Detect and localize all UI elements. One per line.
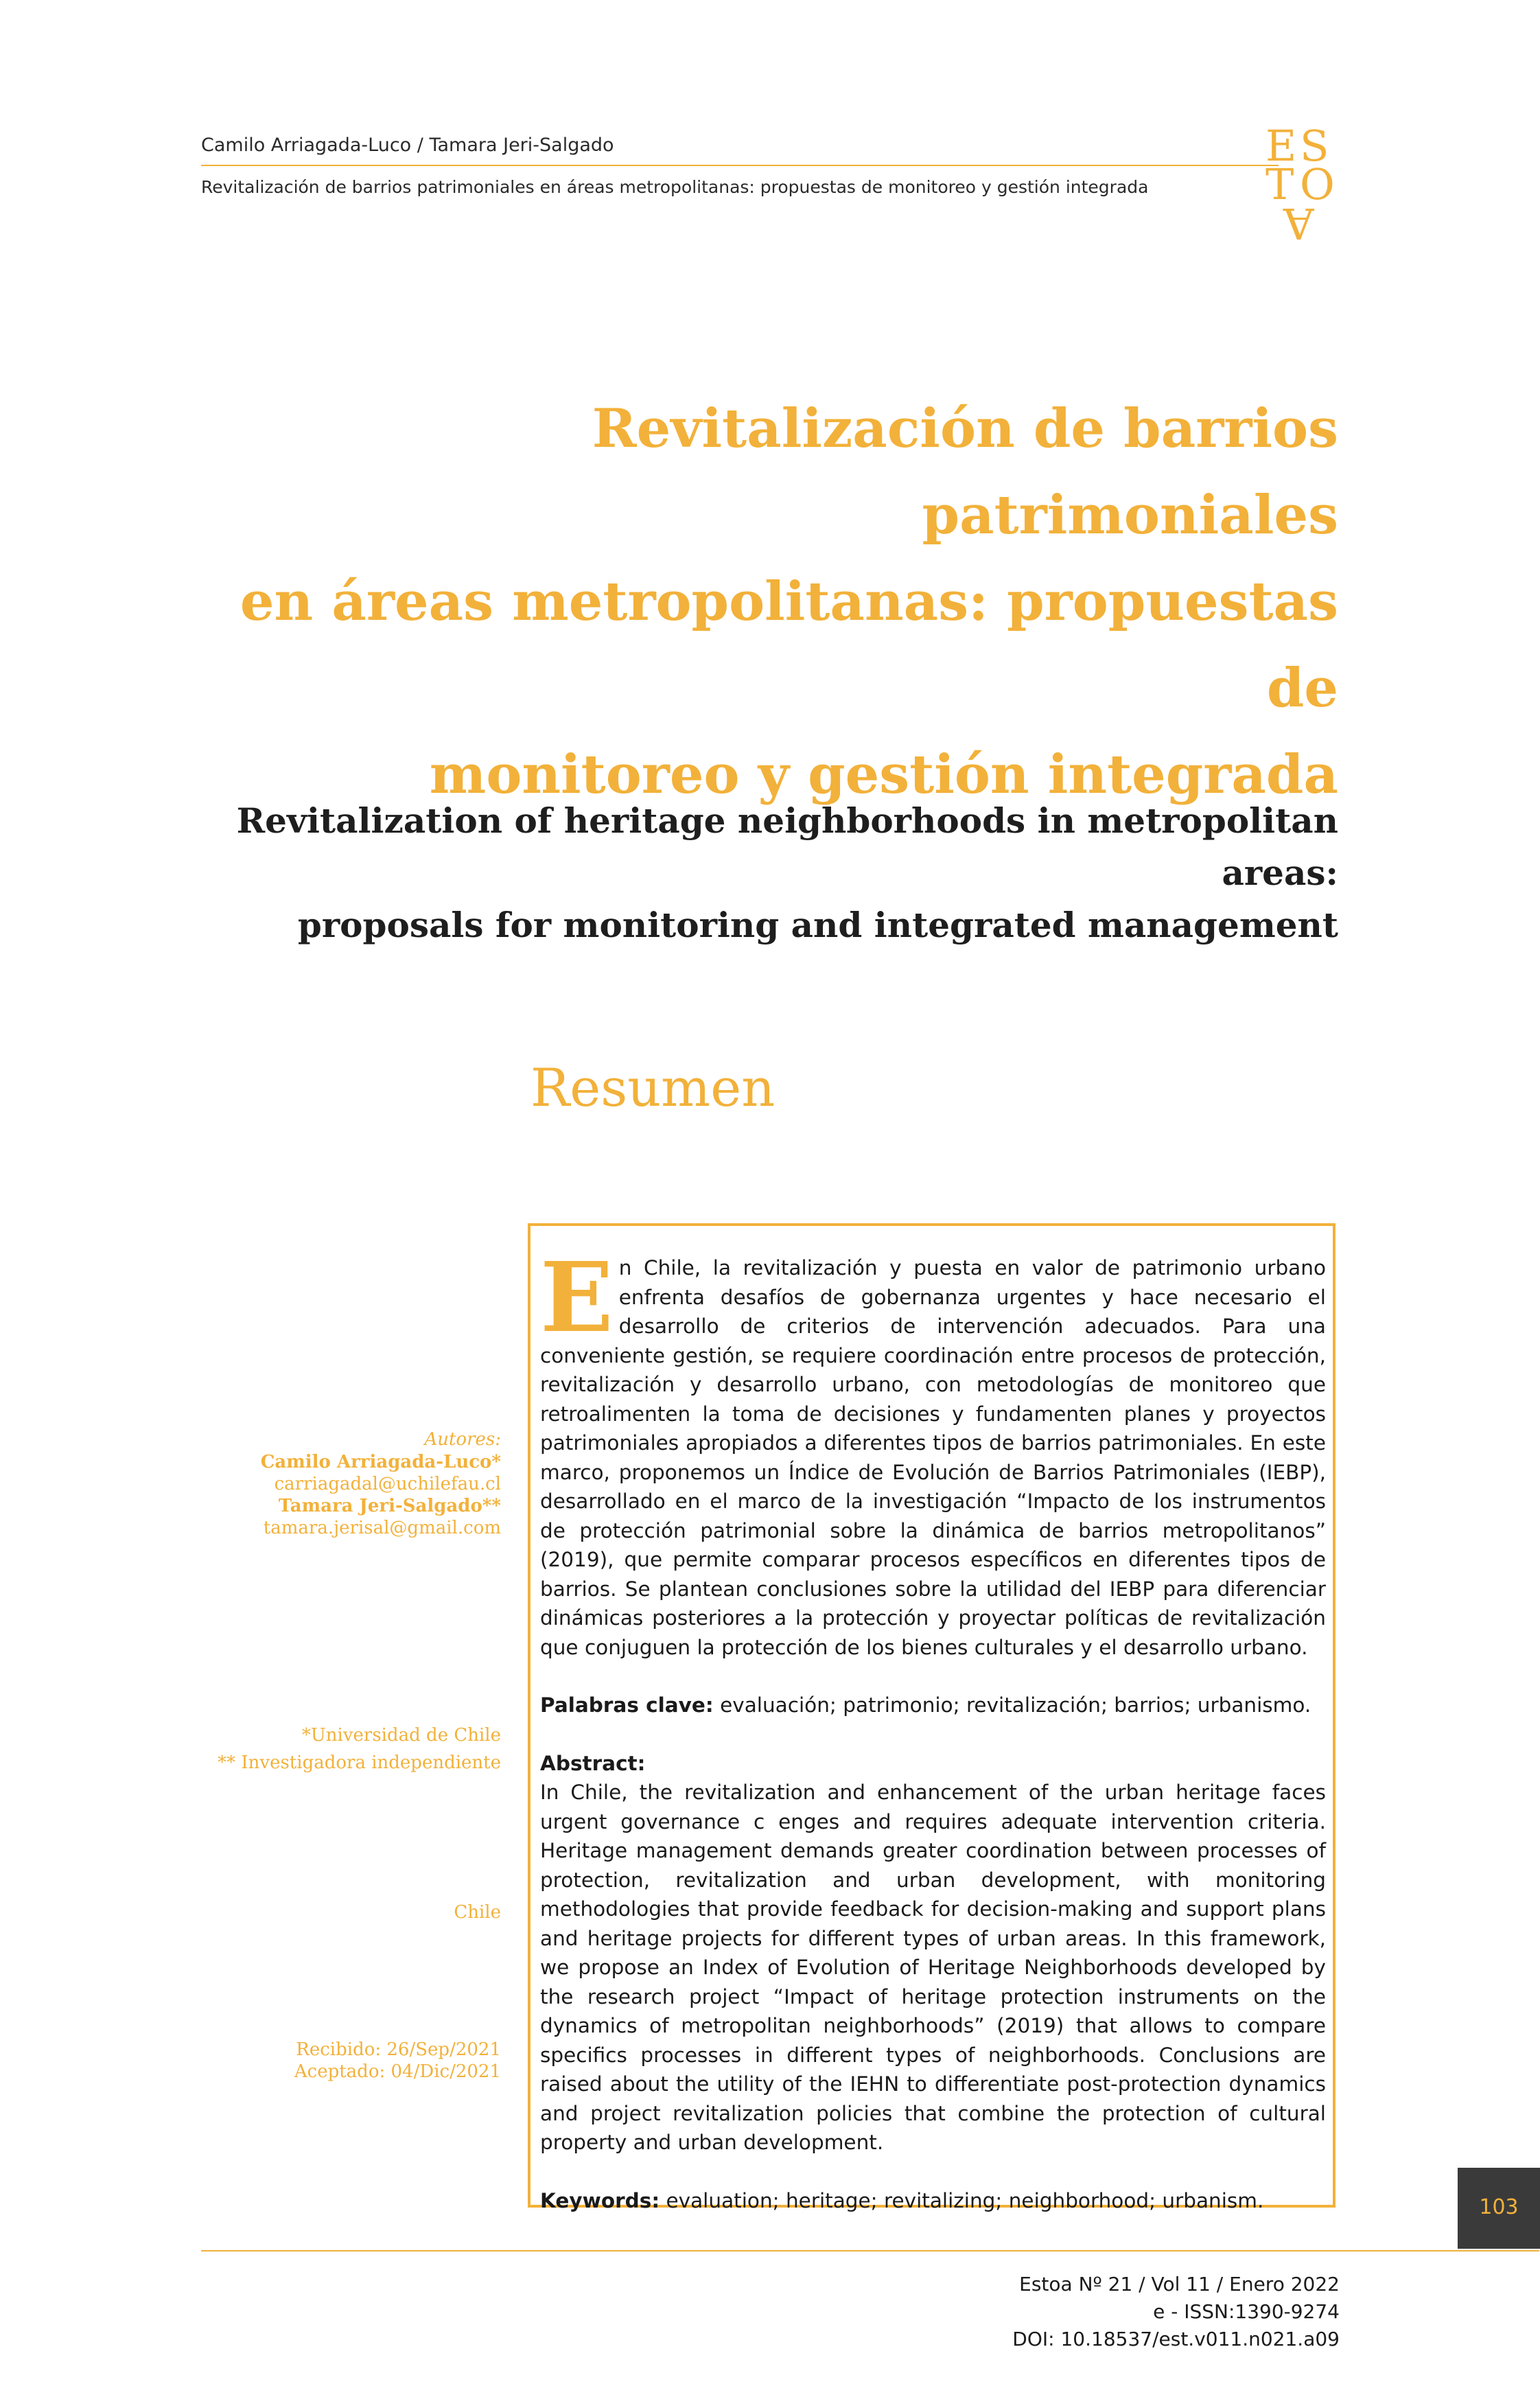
running-header-authors: Camilo Arriagada-Luco / Tamara Jeri-Salgado [201,135,614,156]
author-name: Tamara Jeri-Salgado** [278,1496,501,1516]
footer-doi[interactable]: DOI: 10.18537/est.v011.n021.a09 [1012,2328,1340,2350]
footer-issn: e - ISSN:1390-9274 [1153,2300,1340,2323]
drop-cap: E [540,1242,614,1354]
abstract-label: Abstract: [540,1751,646,1775]
title-line: Revitalización de barrios patrimoniales [592,397,1338,546]
abstract-box [528,1223,1335,2212]
abstract-content [540,1242,1326,2215]
title-line: en áreas metropolitanas: propuestas de [240,570,1338,719]
logo-letter: O [1300,159,1335,209]
running-header-title: Revitalización de barrios patrimoniales en áreas metropolitanas: propuestas de monitoreo y gestión integrada [201,177,1149,197]
palabras-clave-text: evaluación; patrimonio; revitalización; barrios; urbanismo. [713,1693,1311,1717]
footer-divider [201,2250,1539,2251]
title-line: monitoreo y gestión integrada [429,743,1338,806]
author-email[interactable]: tamara.jerisal@gmail.com [263,1518,501,1538]
keywords [540,2186,1326,2216]
palabras-clave-label: Palabras clave: [540,1693,714,1717]
palabras-clave [540,1691,1326,1720]
authors-label: Autores: [424,1429,501,1450]
resumen-text: n Chile, la revitalización y puesta en valor de patrimonio urbano enfrenta desafíos de gobernanza urgentes y hace necesario el desarrollo de criterios de intervención adecuados. Para una conveniente gestión, se requiere coordinación entre procesos de protección, revitalización y desarrollo urbano, con metodologías de monitoreo que retroalimenten la toma de decisiones y fundamenten planes y proyectos patrimoniales apropiados a diferentes tipos de barrios patrimoniales. En este marco, proponemos un Índice de Evolución de Barrios Patrimoniales (IEBP), desarrollado en el marco de la investigación “Impacto de los instrumentos de protección patrimonial sobre la dinámica de barrios metropolitanos” (2019), que permite comparar procesos específicos en diferentes tipos de barrios. Se plantean conclusiones sobre la utilidad del IEBP para diferenciar dinámicas posteriores a la protección y proyectar políticas de revitalización que conjuguen la protección de los bienes culturales y el desarrollo urbano. [540,1256,1326,1659]
abstract-text: In Chile, the revitalization and enhancement of the urban heritage faces urgent governance c enges and requires adequate intervention criteria. Heritage management demands greater coordination between processes of protection, revitalization and urban development, with monitoring methodologies that provide feedback for decision-making and support plans and heritage projects for different types of urban areas. In this framework, we propose an Index of Evolution of Heritage Neighborhoods developed by the research project “Impact of heritage protection instruments on the dynamics of metropolitan neighborhoods” (2019) that allows to compare specifics processes in different types of neighborhoods. Conclusions are raised about the utility of the IEHN to differentiate post-protection dynamics and project revitalization policies that combine the protection of cultural property and urban development. [540,1781,1326,2154]
title-line: proposals for monitoring and integrated management [297,905,1338,945]
keywords-text: evaluation; heritage; revitalizing; neighborhood; urbanism. [660,2188,1264,2212]
footer [824,2271,1340,2353]
footer-journal: Estoa Nº 21 / Vol 11 / Enero 2022 [1019,2273,1340,2295]
header-divider [201,165,1279,166]
affiliation: *Universidad de Chile [301,1725,501,1746]
author-sidebar [192,1428,501,2083]
resumen-heading: Resumen [530,1057,775,1118]
article-title-spanish [206,386,1338,818]
author-name: Camilo Arriagada-Luco* [260,1452,501,1472]
title-line: Revitalization of heritage neighborhoods in metropolitan areas: [236,800,1338,893]
keywords-label: Keywords: [540,2188,660,2212]
affiliation: ** Investigadora independiente [218,1752,501,1773]
country: Chile [454,1902,501,1923]
logo-letter: S [1300,121,1329,171]
author-email[interactable]: carriagadal@uchilefau.cl [274,1474,501,1494]
logo-letter: T [1265,159,1294,209]
resumen-paragraph [540,1242,1326,1662]
accepted-date: Aceptado: 04/Dic/2021 [294,2061,501,2082]
article-title-english [206,795,1338,951]
journal-logo [1263,121,1338,248]
page-number: 103 [1479,2195,1519,2219]
logo-letter: E [1265,121,1297,171]
received-date: Recibido: 26/Sep/2021 [296,2039,501,2060]
logo-letter: A [1283,198,1314,248]
page-number-tab [1458,2168,1540,2249]
